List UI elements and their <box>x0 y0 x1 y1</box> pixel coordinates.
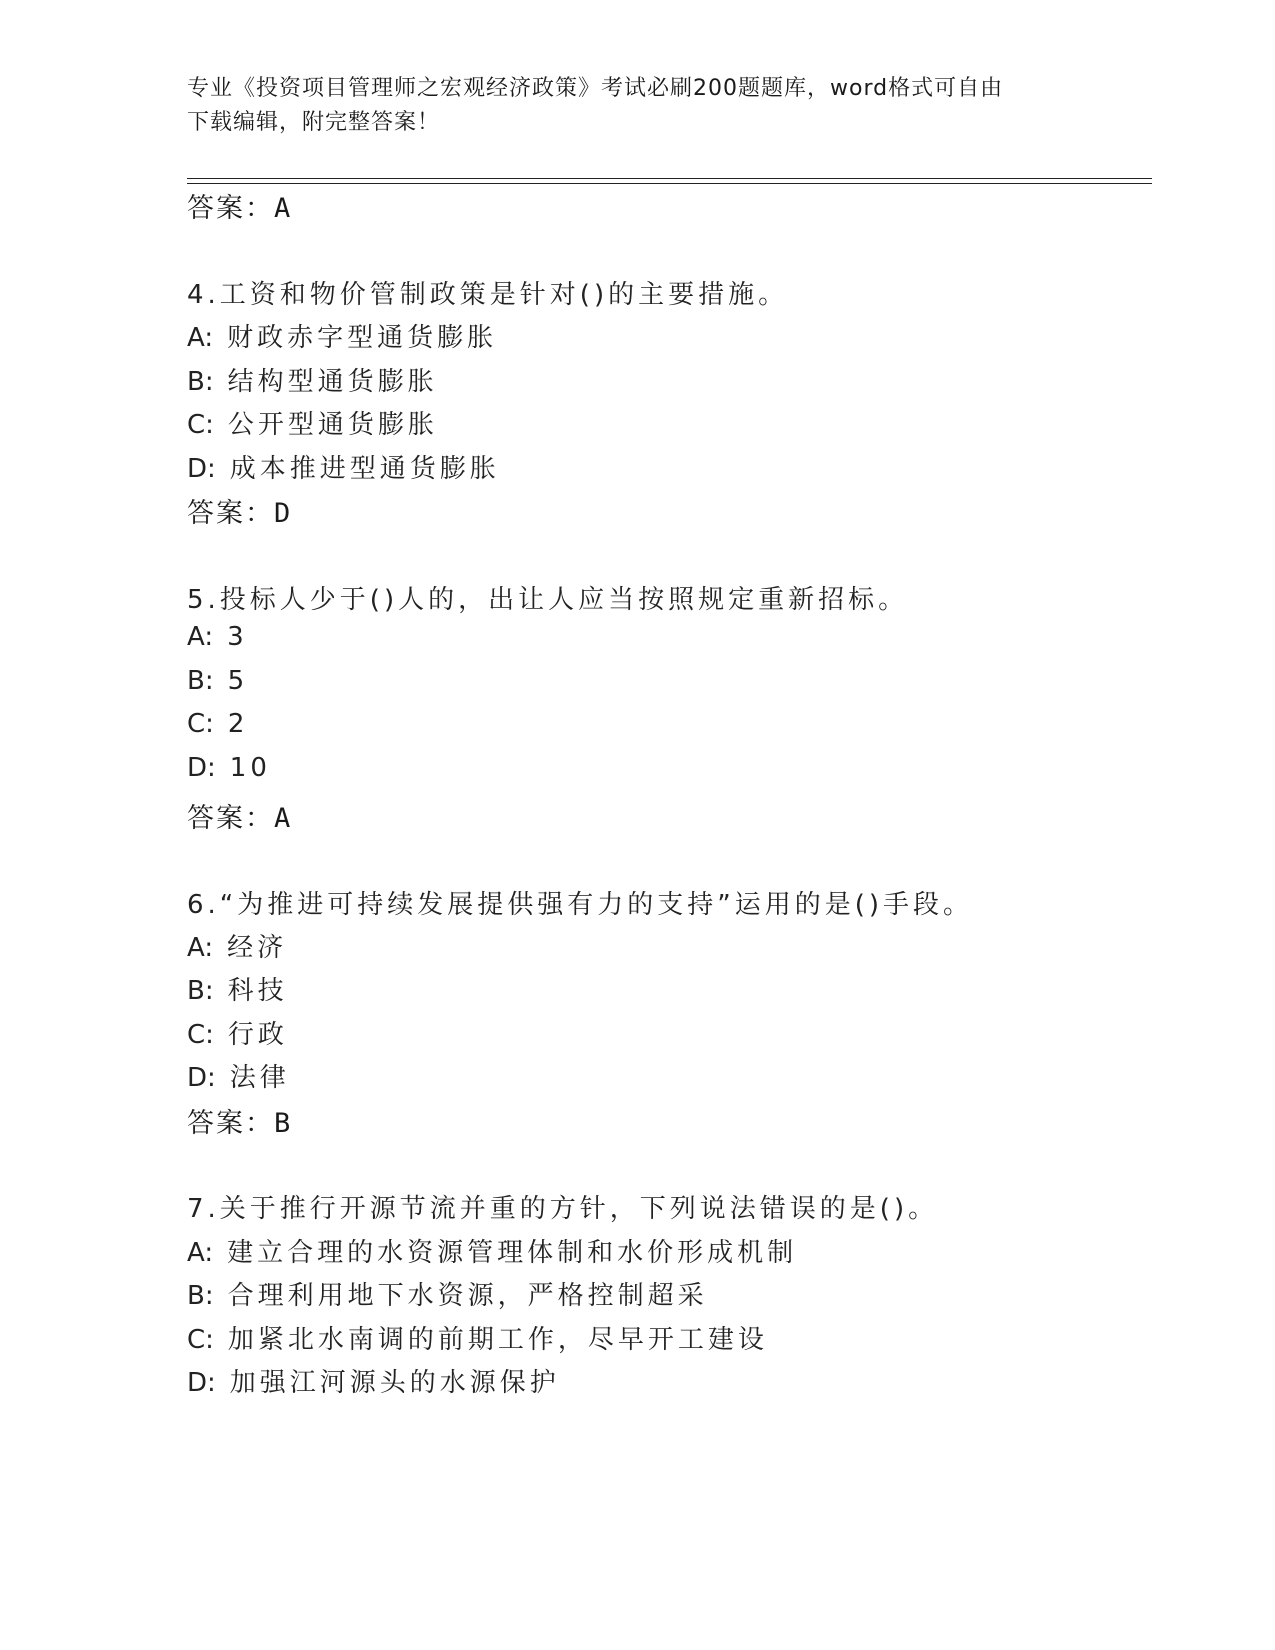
question-5-option-a <box>187 622 248 652</box>
question-5-stem: 5.投标人少于()人的，出让人应当按照规定重新招标。 <box>187 585 909 615</box>
answer-value: D <box>274 498 293 529</box>
answer-label: 答案： <box>187 498 274 529</box>
option-letter: C: <box>187 1325 214 1355</box>
option-text: 10 <box>229 753 271 783</box>
option-text: 公开型通货膨胀 <box>227 410 438 440</box>
option-text: 加强江河源头的水源保护 <box>229 1368 560 1398</box>
answer-label: 答案： <box>187 1108 274 1139</box>
option-text: 成本推进型通货膨胀 <box>229 454 500 484</box>
question-6-stem: 6.“为推进可持续发展提供强有力的支持”运用的是()手段。 <box>187 890 974 920</box>
option-letter: A: <box>187 1238 214 1268</box>
header-line-2: 下载编辑，附完整答案！ <box>187 110 441 135</box>
question-5-option-d <box>187 753 271 783</box>
question-7-option-a <box>187 1232 797 1269</box>
question-6-option-b <box>187 970 288 1007</box>
question-4-stem: 4.工资和物价管制政策是针对()的主要措施。 <box>187 280 789 310</box>
answer-value: B <box>274 1108 293 1139</box>
option-text: 建立合理的水资源管理体制和水价形成机制 <box>227 1238 798 1268</box>
question-4-option-d <box>187 448 500 485</box>
option-letter: B: <box>187 1281 214 1311</box>
question-5-option-c <box>187 709 248 739</box>
question-4-option-b <box>187 361 438 398</box>
question-7-stem: 7.关于推行开源节流并重的方针，下列说法错误的是()。 <box>187 1194 939 1224</box>
answer-label: 答案： <box>187 803 274 834</box>
option-letter: C: <box>187 709 214 739</box>
question-7-option-d <box>187 1362 560 1399</box>
answer-value: A <box>274 803 293 834</box>
answer-prev <box>187 186 292 225</box>
option-letter: D: <box>187 454 216 484</box>
header-line-1: 专业《投资项目管理师之宏观经济政策》考试必刷200题题库，word格式可自由 <box>187 76 1004 101</box>
option-text: 行政 <box>227 1020 288 1050</box>
option-letter: B: <box>187 976 214 1006</box>
question-6-option-c <box>187 1014 288 1051</box>
option-text: 经济 <box>227 933 288 963</box>
option-letter: A: <box>187 933 214 963</box>
option-text: 合理利用地下水资源，严格控制超采 <box>227 1281 708 1311</box>
option-text: 结构型通货膨胀 <box>227 367 438 397</box>
answer-label: 答案： <box>187 193 274 224</box>
option-letter: D: <box>187 1063 216 1093</box>
question-7-option-c <box>187 1319 768 1356</box>
option-text: 5 <box>227 666 249 696</box>
question-6-option-a <box>187 927 287 964</box>
question-4-option-c <box>187 404 438 441</box>
question-6-option-d <box>187 1057 290 1094</box>
option-text: 2 <box>227 709 249 739</box>
option-text: 法律 <box>229 1063 290 1093</box>
option-text: 财政赤字型通货膨胀 <box>227 323 498 353</box>
option-letter: C: <box>187 410 214 440</box>
option-text: 科技 <box>227 976 288 1006</box>
option-letter: B: <box>187 367 214 397</box>
header-divider-top <box>187 178 1152 179</box>
question-7-option-b <box>187 1275 708 1312</box>
question-5-answer <box>187 796 292 835</box>
option-letter: D: <box>187 753 216 783</box>
question-4-option-a <box>187 317 497 354</box>
header-divider-bottom <box>187 183 1152 184</box>
option-letter: B: <box>187 666 214 696</box>
option-letter: D: <box>187 1368 216 1398</box>
option-letter: A: <box>187 323 214 353</box>
question-5-option-b <box>187 666 248 696</box>
option-text: 3 <box>227 622 248 652</box>
option-letter: C: <box>187 1020 214 1050</box>
option-text: 加紧北水南调的前期工作，尽早开工建设 <box>227 1325 768 1355</box>
question-6-answer <box>187 1101 292 1140</box>
document-header <box>187 72 1067 140</box>
answer-value: A <box>274 193 293 224</box>
option-letter: A: <box>187 622 214 652</box>
question-4-answer <box>187 491 292 530</box>
